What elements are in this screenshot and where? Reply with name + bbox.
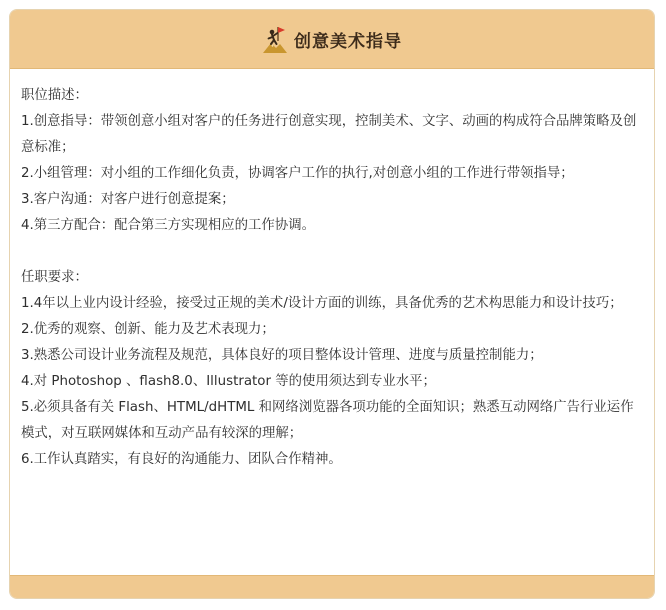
requirements-item: 4.对 Photoshop 、flash8.0、Illustrator 等的使用须达到专业水平； xyxy=(21,374,436,389)
job-description-item: 1.创意指导：带领创意小组对客户的任务进行创意实现，控制美术、文字、动画的构成符合品牌策略及创意标准； xyxy=(21,114,637,155)
requirements-item: 1.4年以上业内设计经验，接受过正规的美术/设计方面的训练，具备优秀的艺术构思能力和设计技巧； xyxy=(21,296,623,311)
job-description-item: 2.小组管理：对小组的工作细化负责，协调客户工作的执行,对创意小组的工作进行带领指导； xyxy=(21,166,574,181)
requirements-item: 5.必须具备有关 Flash、HTML/dHTML 和网络浏览器各项功能的全面知识；熟悉互动网络广告行业运作模式，对互联网媒体和互动产品有较深的理解； xyxy=(21,400,634,441)
section-spacer xyxy=(21,239,643,265)
job-card xyxy=(9,9,655,599)
climber-flag-icon xyxy=(262,24,288,54)
requirements-item: 2.优秀的观察、创新、能力及艺术表现力； xyxy=(21,322,275,337)
requirements-heading: 任职要求： xyxy=(21,270,88,285)
requirements-item: 6.工作认真踏实，有良好的沟通能力、团队合作精神。 xyxy=(21,452,342,467)
job-description-item: 4.第三方配合：配合第三方实现相应的工作协调。 xyxy=(21,218,315,233)
card-footer xyxy=(10,575,654,598)
card-content xyxy=(10,69,654,473)
card-header xyxy=(10,10,654,69)
job-description-item: 3.客户沟通：对客户进行创意提案； xyxy=(21,192,235,207)
requirements-item: 3.熟悉公司设计业务流程及规范，具体良好的项目整体设计管理、进度与质量控制能力； xyxy=(21,348,543,363)
job-description-heading: 职位描述： xyxy=(21,88,88,103)
card-title: 创意美术指导 xyxy=(294,31,402,52)
